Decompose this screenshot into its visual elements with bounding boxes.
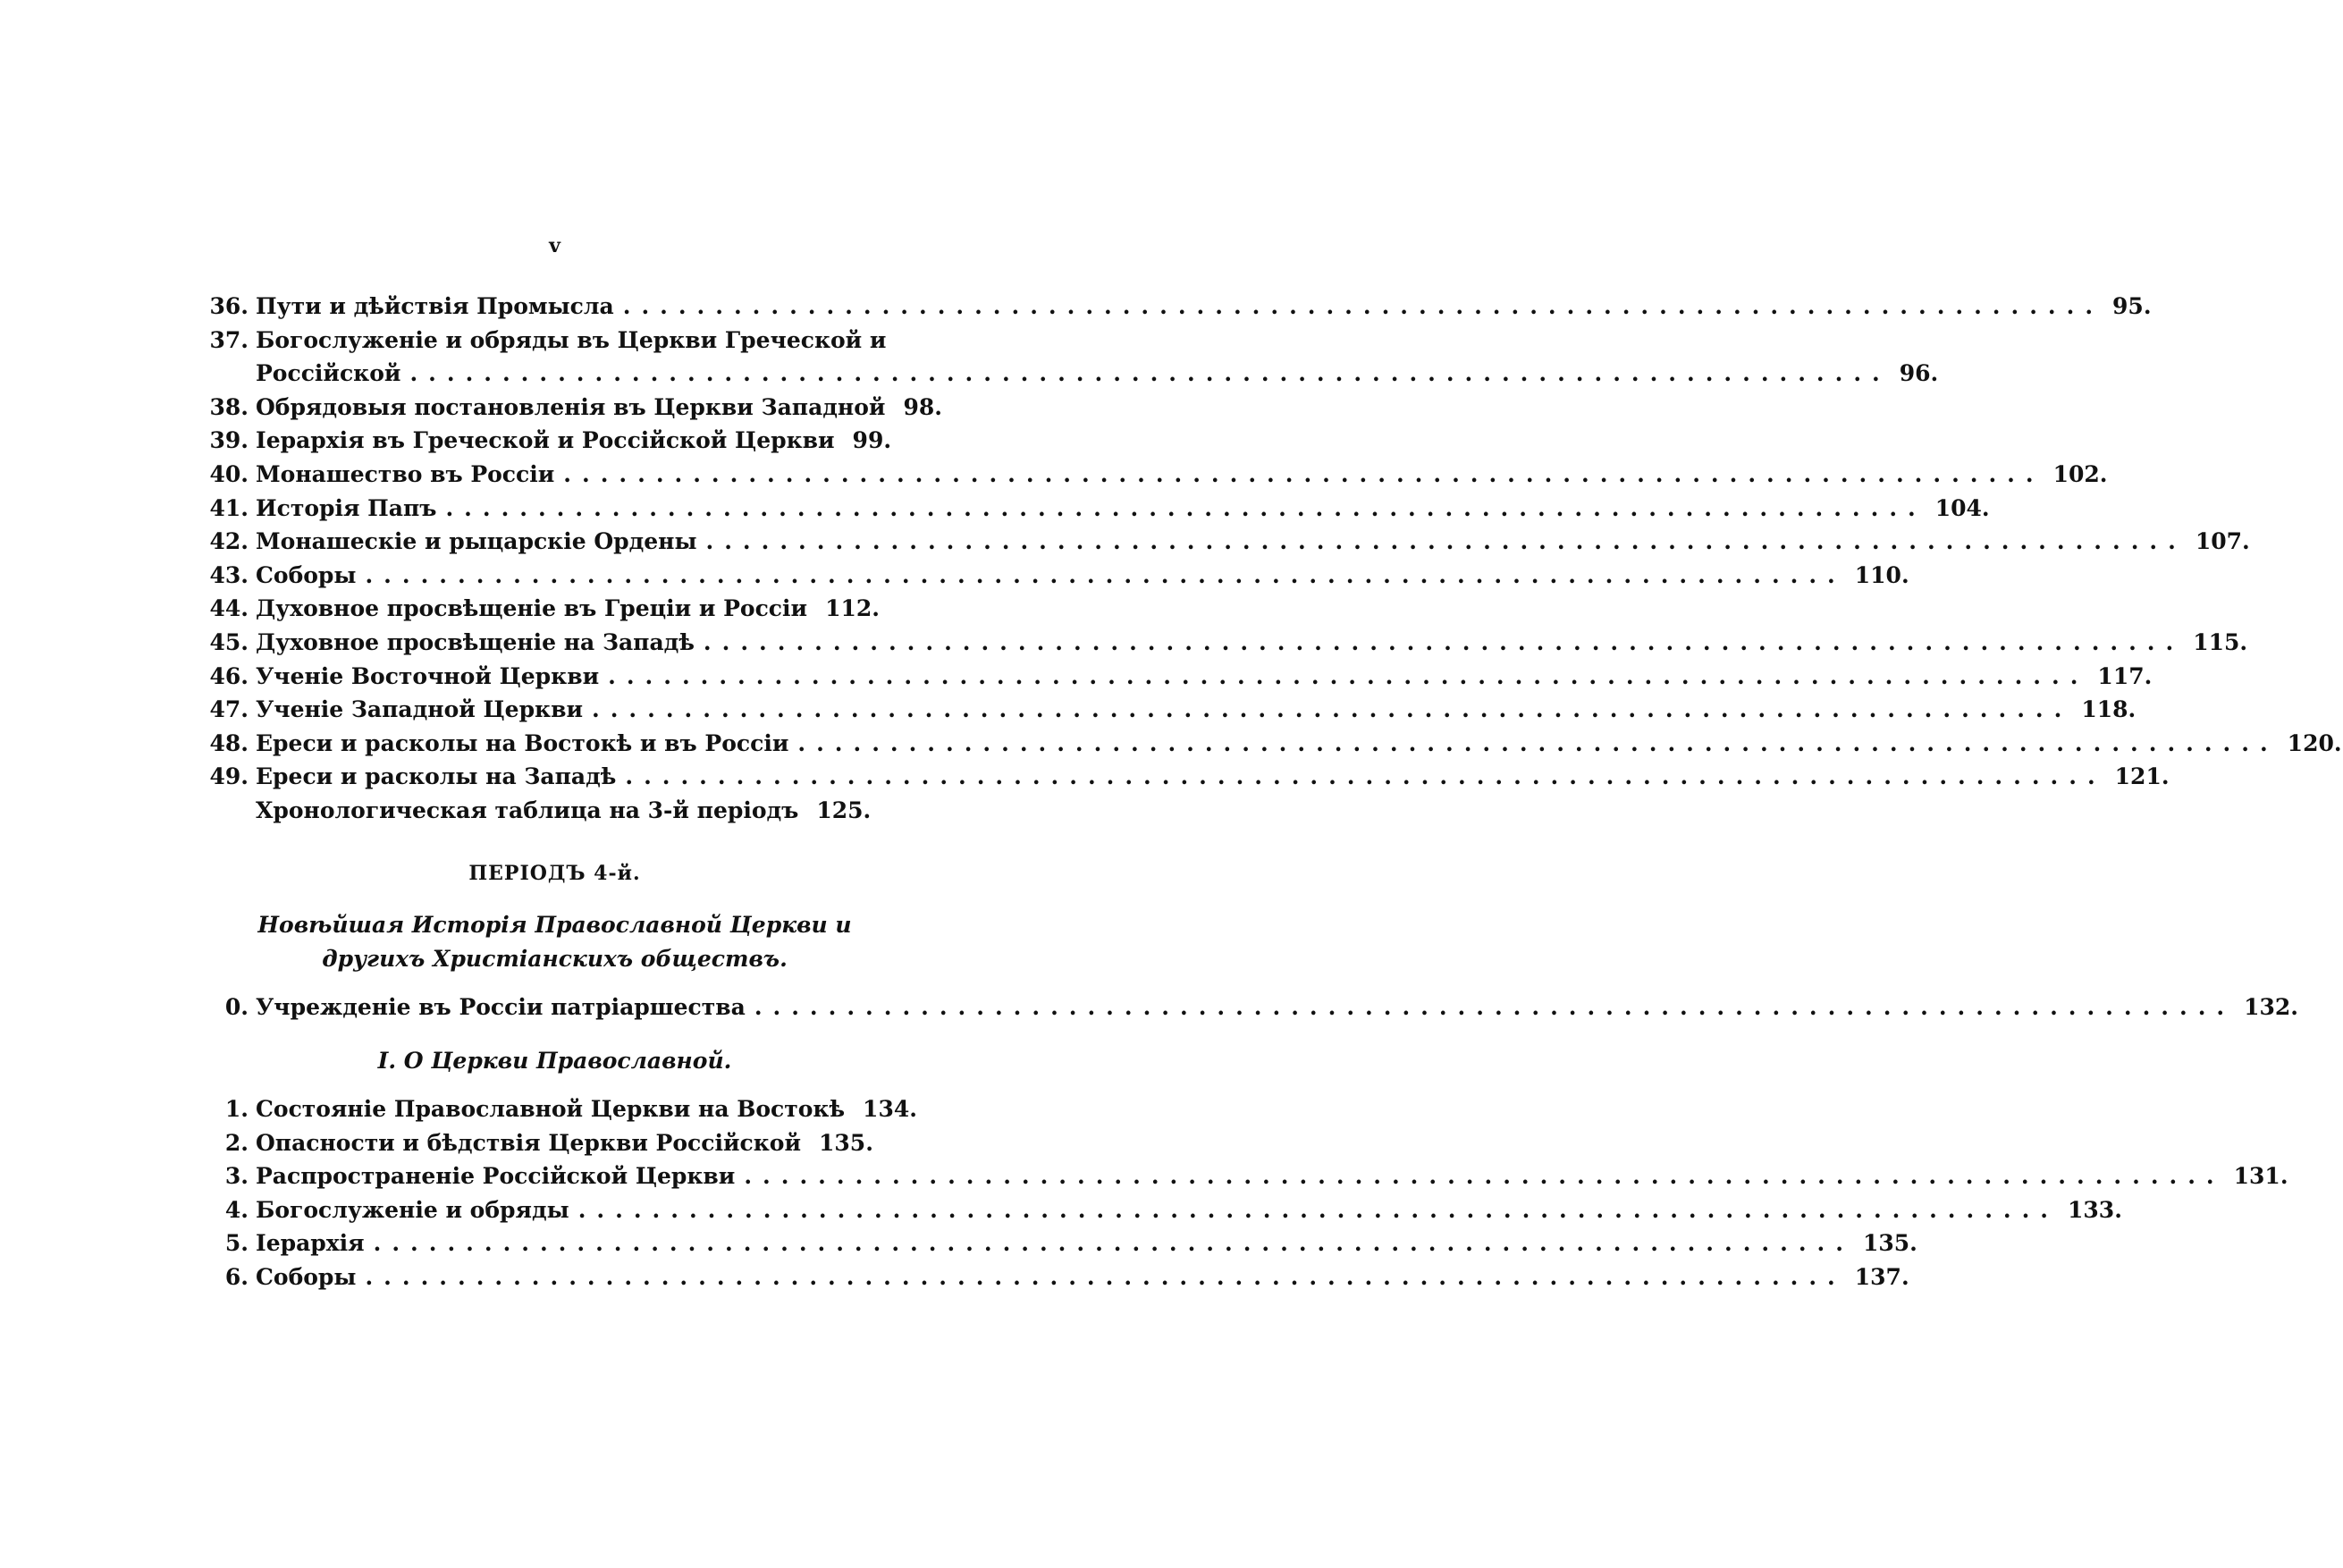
dot-leader: ................................................................................ xyxy=(445,494,1926,521)
toc-entry-title: Іерархія xyxy=(256,1230,365,1257)
toc-entry xyxy=(204,1163,2288,1197)
toc-entry-title: Пути и дѣйствія Промысла xyxy=(256,293,614,319)
toc-entry-title: Ереси и расколы на Востокѣ и въ Россіи xyxy=(256,729,789,756)
toc-entry-number: 46. xyxy=(209,662,249,689)
dot-leader: ................................................................................ xyxy=(744,1163,2225,1190)
toc-entry-page: 135. xyxy=(1862,1230,1917,1257)
toc-entry-page: 131. xyxy=(2233,1163,2288,1190)
toc-entry-title: Учрежденіе въ Россіи патріаршества xyxy=(256,994,746,1020)
toc-entry-number: 47. xyxy=(209,696,249,723)
table-of-contents-period-4-intro xyxy=(204,994,2298,1028)
toc-entry-number: 39. xyxy=(209,427,249,454)
toc-entry xyxy=(204,662,2153,697)
toc-entry xyxy=(204,528,2250,562)
toc-entry xyxy=(204,360,1939,394)
toc-entry-page: 132. xyxy=(2244,994,2298,1020)
toc-entry-page: 120. xyxy=(2287,729,2342,756)
dot-leader: ................................................................................ xyxy=(703,628,2185,655)
toc-entry xyxy=(204,763,2170,797)
toc-entry-number: 3. xyxy=(224,1163,249,1190)
toc-entry xyxy=(204,994,2298,1028)
toc-entry-title: Обрядовыя постановленія въ Церкви Западной xyxy=(256,393,886,420)
toc-entry-title: Хронологическая таблица на 3-й періодъ xyxy=(256,797,799,823)
toc-entry-page: 110. xyxy=(1854,561,1909,588)
toc-entry-number: 37. xyxy=(209,326,249,353)
toc-entry xyxy=(204,696,2137,730)
page-number: v xyxy=(549,234,560,257)
toc-entry-title: Соборы xyxy=(256,561,357,588)
toc-entry-page: 134. xyxy=(863,1096,917,1122)
toc-entry-title: Богослуженіе и обряды въ Церкви Греческой и xyxy=(256,326,887,353)
toc-entry xyxy=(204,326,887,361)
toc-entry-page: 112. xyxy=(825,595,880,622)
toc-entry-page: 118. xyxy=(2081,696,2137,723)
dot-leader: ................................................................................ xyxy=(622,293,2104,319)
toc-entry xyxy=(204,1263,1909,1298)
toc-entry-title: Монашескіе и рыцарскіе Ордены xyxy=(256,528,697,555)
toc-entry-number: 2. xyxy=(224,1129,249,1156)
dot-leader: ................................................................................ xyxy=(365,1263,1846,1290)
toc-entry-number: 38. xyxy=(209,393,249,420)
dot-leader: ................................................................................ xyxy=(754,994,2236,1020)
toc-entry xyxy=(204,561,1909,596)
toc-entry-number: 5. xyxy=(224,1230,249,1257)
toc-entry-title: Исторія Папъ xyxy=(256,494,437,521)
toc-entry-title: Ученіе Западной Церкви xyxy=(256,696,584,723)
toc-entry-title: Монашество въ Россіи xyxy=(256,460,555,487)
toc-entry xyxy=(204,494,1990,529)
toc-entry-page: 107. xyxy=(2195,528,2250,555)
toc-entry-number: 44. xyxy=(209,595,249,622)
toc-entry-page: 121. xyxy=(2114,763,2170,790)
toc-entry-title: Ереси и расколы на Западѣ xyxy=(256,763,617,790)
period-heading: ПЕРІОДЪ 4-й. xyxy=(468,862,641,885)
dot-leader: ................................................................................ xyxy=(563,460,2044,487)
toc-entry-number: 49. xyxy=(209,763,249,790)
toc-entry-number: 45. xyxy=(209,628,249,655)
toc-entry-page: 99. xyxy=(852,427,892,454)
toc-entry-number: 41. xyxy=(209,494,249,521)
dot-leader: ................................................................................ xyxy=(577,1196,2060,1223)
dot-leader: ................................................................................ xyxy=(373,1230,1854,1257)
toc-entry xyxy=(204,427,892,461)
dot-leader: ................................................................................ xyxy=(625,763,2106,790)
toc-entry-number: 36. xyxy=(209,293,249,319)
toc-entry-title: Состояніе Православной Церкви на Востокѣ xyxy=(256,1096,846,1122)
toc-entry-title: Соборы xyxy=(256,1263,357,1290)
toc-entry xyxy=(204,293,2152,327)
toc-entry xyxy=(204,1196,2122,1231)
section-heading: I. О Церкви Православной. xyxy=(377,1048,732,1074)
toc-entry-number: 1. xyxy=(224,1096,249,1122)
toc-entry-page: 115. xyxy=(2193,628,2248,655)
toc-entry-page: 135. xyxy=(819,1129,873,1156)
toc-entry-title: Россійской xyxy=(256,360,401,387)
toc-entry-number: 0. xyxy=(224,994,249,1020)
toc-entry-page: 133. xyxy=(2068,1196,2122,1223)
toc-entry-number: 48. xyxy=(209,729,249,756)
toc-entry-page: 95. xyxy=(2112,293,2152,319)
toc-entry xyxy=(204,797,872,831)
dot-leader: ................................................................................ xyxy=(608,662,2089,689)
toc-entry xyxy=(204,460,2108,495)
toc-entry xyxy=(204,729,2342,764)
dot-leader: ................................................................................ xyxy=(705,528,2187,555)
table-of-contents-period-3 xyxy=(204,293,2342,831)
dot-leader: ................................................................................ xyxy=(592,696,2073,723)
toc-entry-page: 102. xyxy=(2052,460,2108,487)
toc-entry xyxy=(204,1230,1917,1264)
toc-entry-page: 117. xyxy=(2097,662,2153,689)
toc-entry-page: 137. xyxy=(1854,1263,1909,1290)
toc-entry-title: Іерархія въ Греческой и Россійской Церкви xyxy=(256,427,835,454)
toc-entry xyxy=(204,393,942,428)
toc-entry-page: 98. xyxy=(903,393,942,420)
toc-entry-number: 42. xyxy=(209,528,249,555)
toc-entry-number: 43. xyxy=(209,561,249,588)
toc-entry-number: 6. xyxy=(224,1263,249,1290)
toc-entry-title: Распространеніе Россійской Церкви xyxy=(256,1163,736,1190)
toc-entry xyxy=(204,1096,917,1130)
toc-entry-title: Опасности и бѣдствія Церкви Россійской xyxy=(256,1129,802,1156)
dot-leader: ................................................................................ xyxy=(365,561,1846,588)
toc-entry-title: Богослуженіе и обряды xyxy=(256,1196,569,1223)
dot-leader: ................................................................................ xyxy=(409,360,1891,387)
toc-entry-page: 96. xyxy=(1899,360,1939,387)
toc-entry-title: Ученіе Восточной Церкви xyxy=(256,662,600,689)
toc-entry-title: Духовное просвѣщеніе въ Греціи и Россіи xyxy=(256,595,808,622)
toc-entry-page: 125. xyxy=(816,797,872,823)
toc-entry xyxy=(204,628,2248,663)
toc-entry xyxy=(204,1129,873,1164)
period-subtitle-line-2: другихъ Христіанскихъ обществъ. xyxy=(322,946,788,972)
toc-entry-number: 40. xyxy=(209,460,249,487)
table-of-contents-orthodox-church xyxy=(204,1096,2288,1298)
toc-entry xyxy=(204,595,880,629)
toc-entry-number: 4. xyxy=(224,1196,249,1223)
toc-entry-title: Духовное просвѣщеніе на Западѣ xyxy=(256,628,695,655)
dot-leader: ................................................................................ xyxy=(797,729,2279,756)
toc-entry-page: 104. xyxy=(1934,494,1990,521)
period-subtitle-line-1: Новѣйшая Исторія Православной Церкви и xyxy=(257,912,852,938)
